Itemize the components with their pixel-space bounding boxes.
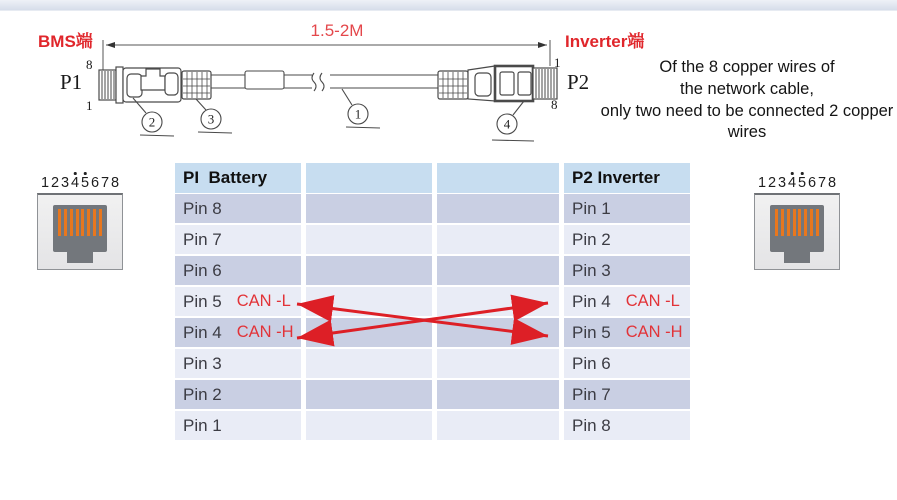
pin-label: Pin 1	[572, 198, 611, 218]
pin-label: Pin 4	[183, 322, 222, 342]
pin-number-8: 8	[827, 175, 837, 191]
pin-number-7: 7	[100, 175, 110, 191]
inverter-end-label: Inverter端	[565, 32, 645, 51]
spacer-cell	[437, 256, 559, 285]
pin-label: Pin 7	[572, 384, 611, 404]
spacer-cell	[437, 194, 559, 223]
info-line-2: the network cable,	[680, 79, 814, 98]
spacer-cell	[306, 380, 432, 409]
dimension-line	[103, 40, 550, 70]
pin-cell-left	[175, 194, 301, 223]
pin-cell-right	[564, 411, 690, 440]
pin-cell-right	[564, 225, 690, 254]
rj45-socket	[53, 205, 107, 252]
header-blank-2	[437, 163, 559, 193]
rj45-pin-numbers	[34, 170, 126, 193]
callout-cable-number: 1	[354, 106, 362, 122]
pin-label: Pin 4	[572, 291, 611, 311]
spacer-cell	[437, 287, 559, 316]
pin-cell-right	[564, 318, 690, 347]
rj45-socket	[770, 205, 824, 252]
spacer-cell	[306, 411, 432, 440]
cable-break-symbol	[312, 73, 324, 91]
p2-plug-drawing	[438, 66, 557, 101]
pin-number-2: 2	[767, 175, 777, 191]
spacer-cell	[306, 349, 432, 378]
pin-label: Pin 7	[183, 229, 222, 249]
pin-cell-left	[175, 380, 301, 409]
pin-label: Pin 8	[183, 198, 222, 218]
pin-number-3: 3	[60, 175, 70, 191]
p1-plug-drawing	[99, 67, 211, 103]
cable-ferrite	[245, 71, 284, 89]
pin-cell-left	[175, 256, 301, 285]
pin-number-8: 8	[110, 175, 120, 191]
can-h-label: CAN -H	[625, 323, 683, 341]
info-line-4: wires	[727, 123, 767, 142]
rj45-clip-notch	[784, 250, 810, 263]
rj45-jack-bms	[34, 170, 126, 270]
rj45-pin-numbers	[751, 170, 843, 193]
rj45-contacts	[58, 209, 102, 236]
callout-plug-number: 2	[148, 114, 156, 130]
header-p1-battery: PI Battery	[175, 163, 301, 193]
callout-connector-number: 4	[503, 116, 511, 132]
pin-cell-left	[175, 225, 301, 254]
spacer-cell	[437, 380, 559, 409]
spacer-cell	[437, 318, 559, 347]
info-text	[597, 57, 897, 144]
pin-number-4: 4	[787, 175, 797, 191]
spacer-cell	[437, 349, 559, 378]
pin-number-5: 5	[797, 175, 807, 191]
can-l-label: CAN -L	[625, 292, 680, 310]
pin-number-1: 1	[757, 175, 767, 191]
pin-number-6: 6	[90, 175, 100, 191]
pin-label: Pin 3	[572, 260, 611, 280]
pin-number-3: 3	[777, 175, 787, 191]
pin-number-4: 4	[70, 175, 80, 191]
pin-cell-right	[564, 380, 690, 409]
rj45-clip-notch	[67, 250, 93, 263]
spacer-cell	[306, 194, 432, 223]
spacer-cell	[306, 225, 432, 254]
pin-cell-right	[564, 349, 690, 378]
pin-label: Pin 5	[572, 322, 611, 342]
pin-label: Pin 1	[183, 415, 222, 435]
p2-pin8-label: 8	[551, 97, 558, 112]
p2-label: P2	[567, 70, 590, 94]
pin-cell-left	[175, 287, 301, 316]
spacer-cell	[306, 256, 432, 285]
cable-drawing	[211, 71, 438, 91]
p1-collar	[116, 67, 123, 103]
rj45-body	[37, 193, 123, 270]
p1-pin8-label: 8	[86, 57, 93, 72]
can-l-label: CAN -L	[236, 292, 291, 310]
pin-label: Pin 2	[572, 229, 611, 249]
p1-pin1-label: 1	[86, 98, 93, 113]
pin-number-2: 2	[50, 175, 60, 191]
spacer-cell	[306, 318, 432, 347]
pin-label: Pin 6	[572, 353, 611, 373]
pin-number-6: 6	[807, 175, 817, 191]
pin-cell-right	[564, 194, 690, 223]
spacer-cell	[306, 287, 432, 316]
pin-cell-left	[175, 349, 301, 378]
pin-label: Pin 3	[183, 353, 222, 373]
rj45-contacts	[775, 209, 819, 236]
spacer-cell	[437, 411, 559, 440]
can-h-label: CAN -H	[236, 323, 294, 341]
pin-label: Pin 8	[572, 415, 611, 435]
p1-label: P1	[60, 70, 83, 94]
pin-number-1: 1	[40, 175, 50, 191]
spacer-cell	[437, 225, 559, 254]
pin-cell-right	[564, 287, 690, 316]
pin-cell-left	[175, 318, 301, 347]
header-blank-1	[306, 163, 432, 193]
pin-number-7: 7	[817, 175, 827, 191]
rj45-body	[754, 193, 840, 270]
pin-label: Pin 5	[183, 291, 222, 311]
pin-mapping-table	[175, 163, 690, 440]
rj45-jack-inverter	[751, 170, 843, 270]
p2-pin1-label: 1	[554, 55, 561, 70]
cable-length-label: 1.5-2M	[310, 21, 364, 40]
callout-boot-number: 3	[207, 111, 215, 127]
info-line-1: Of the 8 copper wires of	[659, 58, 835, 76]
pin-label: Pin 6	[183, 260, 222, 280]
info-line-3: only two need to be connected 2 copper	[600, 101, 894, 120]
pin-number-5: 5	[80, 175, 90, 191]
pin-label: Pin 2	[183, 384, 222, 404]
bms-end-label: BMS端	[38, 32, 93, 51]
pin-cell-left	[175, 411, 301, 440]
header-p2-inverter: P2 Inverter	[564, 163, 690, 193]
pin-cell-right	[564, 256, 690, 285]
